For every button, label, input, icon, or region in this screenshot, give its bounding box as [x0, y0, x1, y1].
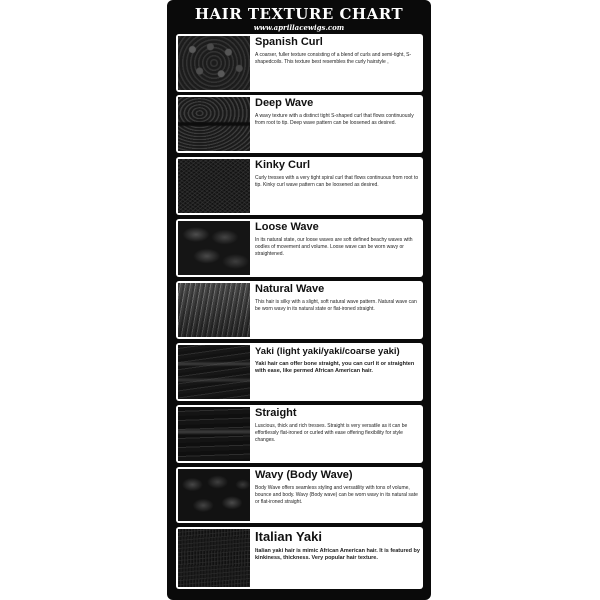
body-wave-hair-swatch — [178, 469, 250, 521]
texture-name: Kinky Curl — [255, 159, 311, 171]
texture-description: Luscious, thick and rich tresses. Straight is very versatile as it can be effortlessly flat-ironed or curled with ease offering flexibility for style changes. — [255, 423, 408, 443]
texture-card-natural-wave — [176, 281, 423, 339]
texture-description: Curly tresses with a very tight spiral curl that flows continuous from root to tip. Kinky curl wave pattern can be loosened as desired. — [255, 175, 419, 188]
chart-title: HAIR TEXTURE CHART — [194, 5, 404, 23]
deep-wave-hair-swatch — [178, 97, 250, 151]
kinky-curl-hair-swatch — [178, 159, 250, 213]
loose-wave-hair-swatch — [178, 221, 250, 275]
texture-name: Natural Wave — [255, 283, 325, 295]
texture-description: In its natural state, our loose waves are soft defined beachy waves with oodles of movement and volume. Loose wave can be worn wavy or straightened. — [255, 237, 413, 257]
texture-name: Straight — [255, 407, 297, 419]
texture-card-yaki — [176, 343, 423, 401]
texture-description: Italian yaki hair is mimic African American hair. It is featured by kinkiness, thickness. Very popular hair texture. — [255, 548, 420, 561]
texture-card-deep-wave — [176, 95, 423, 153]
website-url: www.aprillacewigs.com — [253, 23, 345, 32]
italian-yaki-hair-swatch — [178, 529, 250, 587]
hair-texture-chart — [167, 0, 431, 600]
yaki-hair-swatch — [178, 345, 250, 399]
texture-card-loose-wave — [176, 219, 423, 277]
texture-card-body-wave — [176, 467, 423, 523]
texture-card-spanish-curl — [176, 34, 423, 92]
texture-name: Spanish Curl — [255, 36, 323, 48]
texture-description: A coarser, fuller texture consisting of a blend of curls and semi-tight, S-shapedcoils. This texture best resembles the curly hairstyle , — [255, 52, 412, 65]
texture-description: Body Wave offers seamless styling and versatility with tons of volume, bounce and body. Wavy (Body wave) can be worn wavy in its natural sate or flat-ironed straight. — [255, 485, 418, 505]
texture-description: This hair is silky with a slight, soft natural wave pattern. Natural wave can be worn wavy in its natural state or flat-ironed straight. — [255, 299, 417, 312]
texture-description: Yaki hair can offer bone straight, you can curl it or straighten with ease, like permed African American hair. — [255, 361, 415, 374]
texture-card-italian-yaki — [176, 527, 423, 589]
texture-name: Loose Wave — [255, 221, 319, 233]
spanish-curl-hair-swatch — [178, 36, 250, 90]
texture-name: Italian Yaki — [255, 529, 322, 544]
texture-card-kinky-curl — [176, 157, 423, 215]
natural-wave-hair-swatch — [178, 283, 250, 337]
texture-name: Deep Wave — [255, 97, 314, 109]
texture-description: A wavy texture with a distinct tight S-shaped curl that flows continuously from root to tip. Deep wave pattern can be loosened as desired. — [255, 113, 414, 126]
texture-name: Yaki (light yaki/yaki/coarse yaki) — [255, 346, 400, 357]
straight-hair-swatch — [178, 407, 250, 461]
texture-card-straight — [176, 405, 423, 463]
texture-name: Wavy (Body Wave) — [255, 469, 353, 481]
